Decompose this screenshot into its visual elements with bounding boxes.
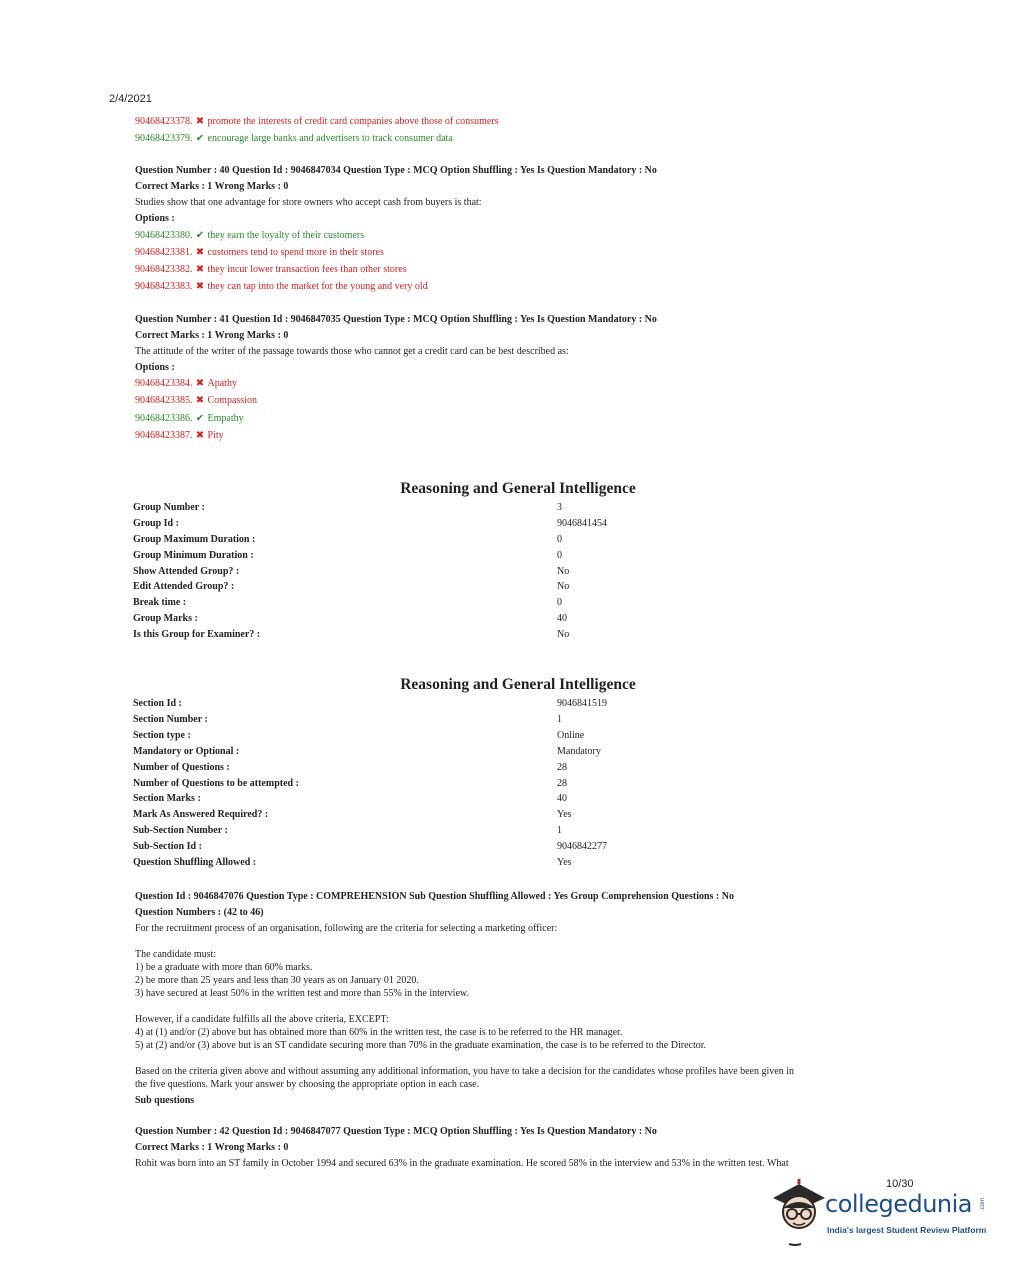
- question-text: Rohit was born into an ST family in October 1994 and secured 63% in the graduate examination. He scored 58% in the interview and 53% in the written test. What: [135, 1158, 789, 1169]
- cross-icon: ✖: [195, 116, 205, 127]
- question-header: Question Number : 40 Question Id : 9046847034 Question Type : MCQ Option Shuffling : Yes Is Question Mandatory : No: [135, 165, 657, 176]
- check-icon: ✔: [195, 230, 205, 241]
- check-icon: ✔: [195, 413, 205, 424]
- cross-icon: ✖: [195, 281, 205, 292]
- section-value: Yes: [557, 857, 572, 868]
- option-row: 90468423387. ✖ Pity: [135, 430, 224, 441]
- group-label: Group Maximum Duration :: [133, 534, 256, 545]
- logo-tagline: India's largest Student Review Platform: [827, 1225, 987, 1235]
- question-header: Question Number : 42 Question Id : 9046847077 Question Type : MCQ Option Shuffling : Yes Is Question Mandatory : No: [135, 1126, 657, 1137]
- question-marks: Correct Marks : 1 Wrong Marks : 0: [135, 1142, 289, 1153]
- group-label: Break time :: [133, 597, 187, 608]
- group-label: Group Marks :: [133, 613, 198, 624]
- group-value: 0: [557, 534, 562, 545]
- cross-icon: ✖: [195, 247, 205, 258]
- section-label: Section type :: [133, 730, 191, 741]
- section-value: 9046842277: [557, 841, 607, 852]
- criterion-item: 1) be a graduate with more than 60% marks.: [135, 962, 313, 973]
- section-title: Reasoning and General Intelligence: [400, 676, 636, 693]
- group-value: No: [557, 581, 570, 592]
- sub-questions-label: Sub questions: [135, 1095, 195, 1106]
- group-value: 9046841454: [557, 518, 607, 529]
- option-row: 90468423379. ✔ encourage large banks and advertisers to track consumer data: [135, 133, 453, 144]
- option-row: 90468423380. ✔ they earn the loyalty of their customers: [135, 230, 365, 241]
- section-value: 28: [557, 778, 567, 789]
- options-label: Options :: [135, 213, 175, 224]
- date-stamp: 2/4/2021: [109, 93, 152, 105]
- question-marks: Correct Marks : 1 Wrong Marks : 0: [135, 181, 289, 192]
- section-label: Question Shuffling Allowed :: [133, 857, 257, 868]
- section-value: Online: [557, 730, 585, 741]
- section-value: 1: [557, 825, 562, 836]
- question-marks: Correct Marks : 1 Wrong Marks : 0: [135, 330, 289, 341]
- group-value: No: [557, 629, 570, 640]
- group-value: 3: [557, 502, 562, 513]
- group-label: Is this Group for Examiner? :: [133, 629, 261, 640]
- group-value: No: [557, 566, 570, 577]
- page-number: 10/30: [886, 1178, 914, 1190]
- collegedunia-logo: [767, 1178, 997, 1258]
- option-row: 90468423385. ✖ Compassion: [135, 395, 257, 406]
- group-title: Reasoning and General Intelligence: [400, 480, 636, 497]
- logo-wordmark: collegedunia: [825, 1190, 973, 1218]
- section-label: Section Marks :: [133, 793, 201, 804]
- question-numbers: Question Numbers : (42 to 46): [135, 907, 264, 918]
- option-row: 90468423384. ✖ Apathy: [135, 378, 237, 389]
- group-value: 0: [557, 597, 562, 608]
- section-value: 1: [557, 714, 562, 725]
- instructions-text: the five questions. Mark your answer by choosing the appropriate option in each case.: [135, 1079, 480, 1090]
- section-label: Mark As Answered Required? :: [133, 809, 269, 820]
- section-label: Section Number :: [133, 714, 208, 725]
- check-icon: ✔: [195, 133, 205, 144]
- question-text: The attitude of the writer of the passage towards those who cannot get a credit card can be best described as:: [135, 346, 569, 357]
- instructions-text: Based on the criteria given above and without assuming any additional information, you have to take a decision for the candidates whose profiles have been given in: [135, 1066, 794, 1077]
- comprehension-header: Question Id : 9046847076 Question Type : COMPREHENSION Sub Question Shuffling Allowed : Yes Group Comprehension Questions : No: [135, 891, 734, 902]
- cross-icon: ✖: [195, 430, 205, 441]
- mascot-icon: [767, 1178, 827, 1250]
- question-header: Question Number : 41 Question Id : 9046847035 Question Type : MCQ Option Shuffling : Yes Is Question Mandatory : No: [135, 314, 657, 325]
- option-row: 90468423381. ✖ customers tend to spend more in their stores: [135, 247, 384, 258]
- group-label: Group Id :: [133, 518, 179, 529]
- options-label: Options :: [135, 362, 175, 373]
- section-label: Number of Questions :: [133, 762, 230, 773]
- exception-heading: However, if a candidate fulfills all the above criteria, EXCEPT:: [135, 1014, 389, 1025]
- section-value: 9046841519: [557, 698, 607, 709]
- option-row: 90468423383. ✖ they can tap into the market for the young and very old: [135, 281, 428, 292]
- section-label: Section Id :: [133, 698, 182, 709]
- option-row: 90468423386. ✔ Empathy: [135, 413, 244, 424]
- group-value: 40: [557, 613, 567, 624]
- section-label: Sub-Section Number :: [133, 825, 228, 836]
- group-label: Edit Attended Group? :: [133, 581, 235, 592]
- section-label: Mandatory or Optional :: [133, 746, 240, 757]
- criterion-item: 2) be more than 25 years and less than 30 years as on January 01 2020.: [135, 975, 419, 986]
- group-label: Group Number :: [133, 502, 205, 513]
- comprehension-intro: For the recruitment process of an organisation, following are the criteria for selecting a marketing officer:: [135, 923, 558, 934]
- cross-icon: ✖: [195, 264, 205, 275]
- cross-icon: ✖: [195, 378, 205, 389]
- criterion-item: 4) at (1) and/or (2) above but has obtained more than 60% in the written test, the case is to be referred to the HR manager.: [135, 1027, 623, 1038]
- section-label: Sub-Section Id :: [133, 841, 202, 852]
- group-label: Group Minimum Duration :: [133, 550, 254, 561]
- question-text: Studies show that one advantage for store owners who accept cash from buyers is that:: [135, 197, 482, 208]
- section-value: 40: [557, 793, 567, 804]
- group-label: Show Attended Group? :: [133, 566, 240, 577]
- group-value: 0: [557, 550, 562, 561]
- option-row: 90468423378. ✖ promote the interests of credit card companies above those of consumers: [135, 116, 499, 127]
- logo-domain: .com: [980, 1198, 986, 1212]
- section-label: Number of Questions to be attempted :: [133, 778, 299, 789]
- option-row: 90468423382. ✖ they incur lower transaction fees than other stores: [135, 264, 407, 275]
- criteria-heading: The candidate must:: [135, 949, 217, 960]
- section-value: Yes: [557, 809, 572, 820]
- section-value: 28: [557, 762, 567, 773]
- cross-icon: ✖: [195, 395, 205, 406]
- section-value: Mandatory: [557, 746, 601, 757]
- criterion-item: 3) have secured at least 50% in the written test and more than 55% in the interview.: [135, 988, 469, 999]
- criterion-item: 5) at (2) and/or (3) above but is an ST candidate securing more than 70% in the graduate examination, the case is to be referred to the Director.: [135, 1040, 707, 1051]
